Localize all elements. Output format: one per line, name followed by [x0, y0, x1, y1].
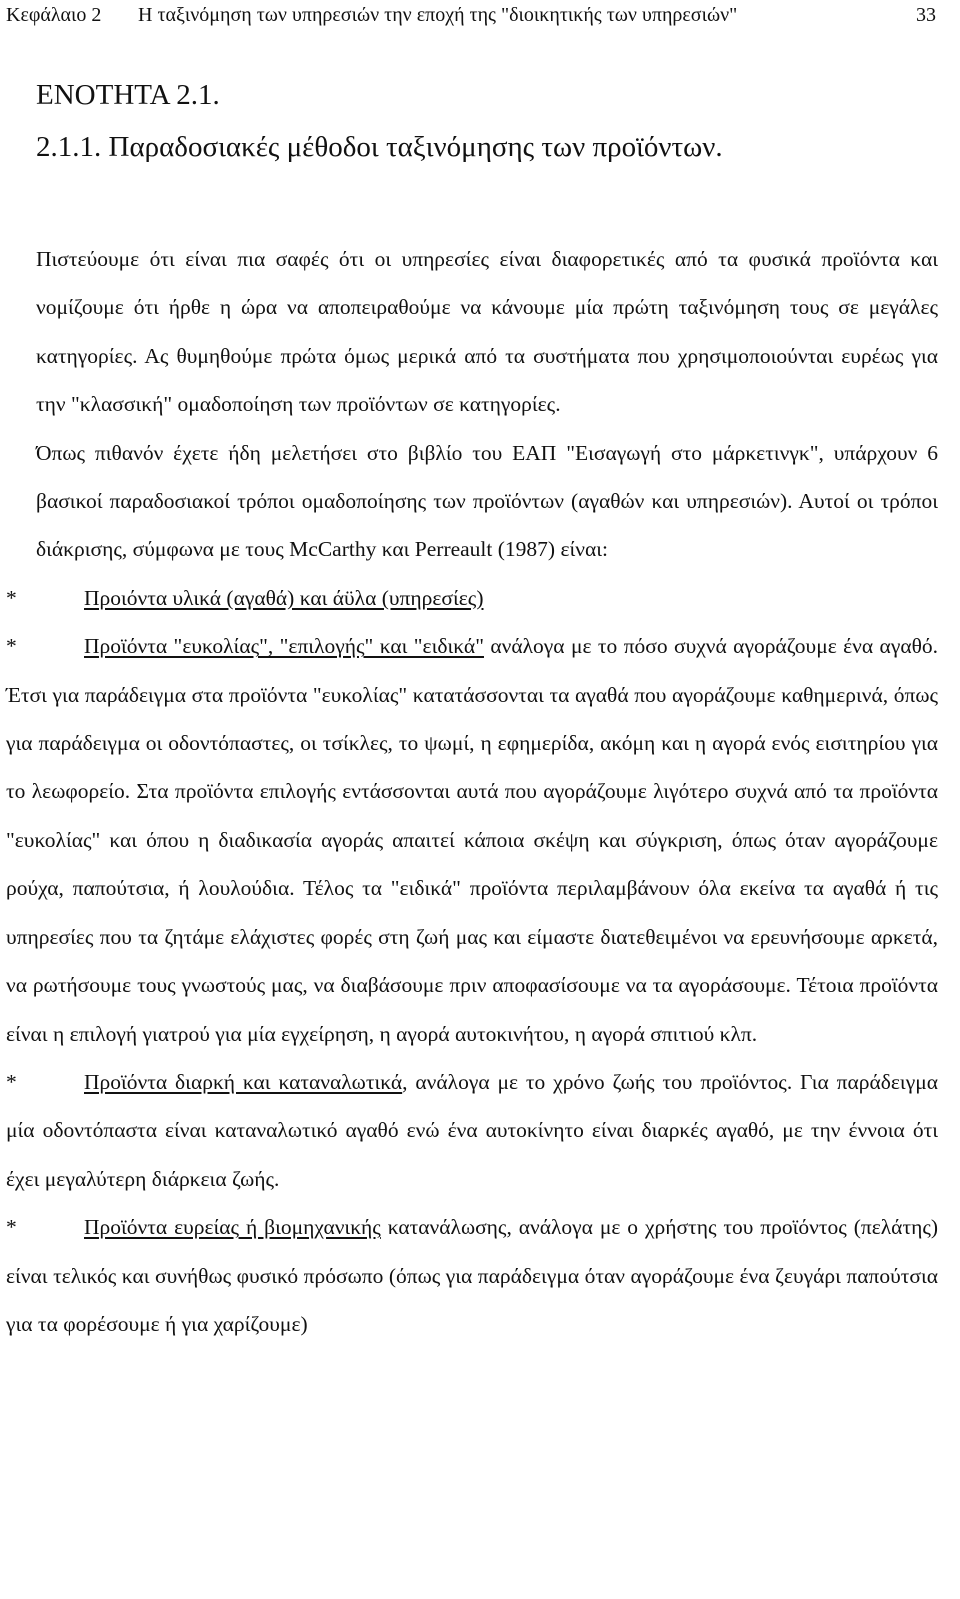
bullet-marker: *: [6, 585, 17, 610]
bullet-marker: *: [6, 1069, 17, 1094]
paragraph-intro: Πιστεύουμε ότι είναι πια σαφές ότι οι υπηρεσίες είναι διαφορετικές από τα φυσικά προϊόντα και νομίζουμε ότι ήρθε η ώρα να αποπειραθούμε να κάνουμε μία πρώτη ταξινόμηση τους σε μεγάλες κατηγορίες. Ας θυμηθούμε πρώτα όμως μερικά από τα συστήματα που χρησιμοποιούνται ευρέως για την "κλασσική" ομαδοποίηση των προϊόντων σε κατηγορίες.: [36, 247, 938, 417]
bullet-item: [6, 1058, 938, 1203]
body-text: [6, 235, 938, 1348]
bullet-underlined-term: Προϊόντα "ευκολίας", "επιλογής" και "ειδικά": [84, 634, 484, 659]
bullet-item: [6, 1203, 938, 1348]
chapter-label: Κεφάλαιο 2: [6, 4, 102, 26]
bullet-text: κατανάλωσης, ανάλογα με ο χρήστης του προϊόντος (πελάτης) είναι τελικός και συνήθως φυσικό πρόσωπο (όπως για παράδειγμα όταν αγοράζουμε ένα ζευγάρι παπούτσια για τα φορέσουμε ή για χαρίζουμε): [6, 1215, 938, 1336]
bullet-underlined-term: Προϊόντα ευρείας ή βιομηχανικής: [84, 1215, 381, 1240]
bullet-item: [6, 622, 938, 1058]
page-number: 33: [916, 4, 936, 26]
bullet-text: ανάλογα με το πόσο συχνά αγοράζουμε ένα αγαθό. Έτσι για παράδειγμα στα προϊόντα "ευκολίας" κατατάσσονται τα αγαθά που αγοράζουμε καθημερινά, όπως για παράδειγμα οι οδοντόπαστες, οι τσίκλες, το ψωμί, η εφημερίδα, ακόμη και η αγορά ενός εισιτηρίου για το λεωφορείο. Στα προϊόντα επιλογής εντάσσονται αυτά που αγοράζουμε λιγότερο συχνά από τα προϊόντα "ευκολίας" και όπου η διαδικασία αγοράς απαιτεί κάποια σκέψη και σύγκριση, όπως όταν αγοράζουμε ρούχα, παπούτσια, ή λουλούδια. Τέλος τα "ειδικά" προϊόντα περιλαμβάνουν όλα εκείνα τα αγαθά ή τις υπηρεσίες που τα ζητάμε ελάχιστες φορές στη ζωή μας και είμαστε διατεθειμένοι να ερευνήσουμε αρκετά, να ρωτήσουμε τους γνωστούς μας, να διαβάσουμε πριν αποφασίσουμε να τα αγοράσουμε. Τέτοια προϊόντα είναι η επιλογή γιατρού για μία εγχείρηση, η αγορά αυτοκινήτου, η αγορά σπιτιού κλπ.: [6, 634, 939, 1046]
running-title: Η ταξινόμηση των υπηρεσιών την εποχή της "διοικητικής των υπηρεσιών": [138, 4, 738, 26]
subsection-heading: 2.1.1. Παραδοσιακές μέθοδοι ταξινόμησης των προϊόντων.: [36, 131, 723, 163]
bullet-marker: *: [6, 1215, 17, 1240]
bullet-underlined-term: Προϊόντα διαρκή και καταναλωτικά: [84, 1069, 403, 1094]
bullet-text: , ανάλογα με το χρόνο ζωής του προϊόντος. Για παράδειγμα μία οδοντόπαστα είναι καταναλωτικό αγαθό ενώ ένα αυτοκίνητο είναι διαρκές αγαθό, με την έννοια ότι έχει μεγαλύτερη διάρκεια ζωής.: [6, 1069, 938, 1191]
bullet-underlined-term: Προιόντα υλικά (αγαθά) και άϋλα (υπηρεσίες): [84, 585, 484, 610]
bullet-marker: *: [6, 634, 17, 659]
bullet-item: [6, 574, 938, 622]
paragraph-methods: Όπως πιθανόν έχετε ήδη μελετήσει στο βιβλίο του ΕΑΠ "Εισαγωγή στο μάρκετινγκ", υπάρχουν 6 βασικοί παραδοσιακοί τρόποι ομαδοποίησης των προϊόντων (αγαθών και υπηρεσιών). Αυτοί οι τρόποι διάκρισης, σύμφωνα με τους McCarthy και Perreault (1987) είναι:: [36, 440, 938, 562]
section-heading: ΕΝΟΤΗΤΑ 2.1.: [36, 79, 220, 111]
